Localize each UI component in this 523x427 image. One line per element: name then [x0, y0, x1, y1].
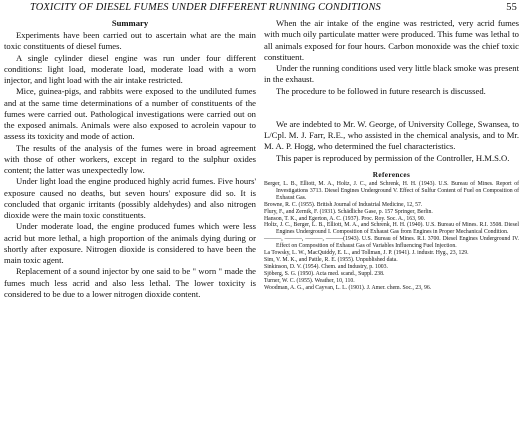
acknowledgements	[264, 119, 519, 164]
summary-paragraph: Experiments have been carried out to ascertain what are the main toxic constituents of diesel fumes.	[4, 30, 256, 52]
summary-paragraph: A single cylinder diesel engine was run under four different conditions: light load, moderate load, moderate load with a worn injector, and light load with the air intake restricted.	[4, 52, 256, 85]
reference-item: Berger, L. B., Elliott, M. A., Holtz, J. C., and Schrenk, H. H. (1943). U.S. Bureau of Mines. Report of Investigations 3713. Diesel Engines Underground V. Effect of Sulfur Content of Fuel on Composition of Exhaust Gas.	[264, 180, 519, 201]
reference-item: Turner, W. C. (1955). Weather, 10, 110.	[264, 278, 355, 285]
summary-paragraph: Under moderate load, the engine produced fumes which were less acrid but more lethal, a high proportion of the animals dying during or shortly after exposure. Nitrogen dioxide is considered to have been the main toxic agent.	[4, 221, 256, 265]
reference-item: La Towsky, L. W., MacQuiddy, E. L., and Tollman, J. P. (1941). J. industr. Hyg., 23, 129.	[264, 250, 469, 257]
reference-item: Browne, R. C. (1955). British Journal of Industrial Medicine, 12, 57.	[264, 201, 423, 208]
page-number: 55	[506, 2, 517, 13]
reference-item: Woodman, A. G., and Cayvan, L. L. (1901). J. Amer. chem. Soc., 23, 96.	[264, 285, 432, 292]
summary-paragraph: Under light load the engine produced highly acrid fumes. Five hours' exposure caused no deaths, but seven hours' exposure did so. It is concluded that organic irritants (possibly aldehydes) and also nitrogen dioxide were the main toxic constituents.	[4, 176, 256, 220]
reference-list	[264, 181, 519, 292]
summary-paragraph: Mice, guinea-pigs, and rabbits were exposed to the undiluted fumes and at the same time determinations of a number of constituents of the fumes were carried out. Pathological investigations were carried out on the exposed animals. Animals were also exposed to acrolein vapour to assess its toxicity and mode of action.	[4, 86, 256, 142]
summary-paragraph: Replacement of a sound injector by one said to be " worn " made the fumes much less acrid and also less lethal. The lower toxicity is considered to be due to a lower nitrogen dioxide content.	[4, 266, 256, 299]
right-column	[264, 18, 519, 292]
reference-item: Sjöberg, S. G. (1950). Acta med. scand., Suppl. 238.	[264, 271, 385, 278]
reference-item: Flury, F., and Zernik, F. (1931). Schädliche Gase, p. 157 Springer, Berlin.	[264, 208, 433, 215]
summary-paragraph: When the air intake of the engine was restricted, very acrid fumes with much oily particulate matter were produced. This fume was lethal to all animals exposed for four hours. Carbon monoxide was the chief toxic constituent.	[264, 18, 519, 62]
reference-item: Holtz, J. C., Berger, L. B., Elliott, M. A., and Schrenk, H. H. (1940). U.S. Bureau of Mines. R.I. 3508. Diesel Engines Underground I. Composition of Exhaust Gas from Engines in Proper Mechanical Condition.	[264, 222, 519, 236]
running-header	[6, 2, 517, 16]
reference-item: Sim, V. M. K., and Pattle, R. E. (1955). Unpublished data.	[264, 257, 398, 264]
summary-paragraph: The results of the analysis of the fumes were in broad agreement with those of other workers, except in regard to the sulphur oxides content; the latter was unexpectedly low.	[4, 142, 256, 175]
left-column	[4, 18, 256, 300]
running-title: TOXICITY OF DIESEL FUMES UNDER DIFFERENT RUNNING CONDITIONS	[30, 2, 381, 13]
acknowledgement-paragraph: We are indebted to Mr. W. George, of University College, Swansea, to L/Cpl. M. J. Farr, R.E., who assisted in the chemical analysis, and to Mr. M. A. P. Hogg, who determined the fuel characteristics.	[264, 118, 519, 152]
acknowledgement-paragraph: This paper is reproduced by permission of the Controller, H.M.S.O.	[276, 152, 510, 163]
summary-heading: Summary	[111, 18, 149, 28]
summary-paragraph: The procedure to be followed in future research is discussed.	[276, 85, 486, 96]
references-heading: References	[372, 170, 411, 179]
reference-item: Sinkinson, D. V. (1954). Chem. and Industry, p. 1003.	[264, 264, 388, 271]
summary-paragraph: Under the running conditions used very little black smoke was present in the exhaust.	[264, 63, 519, 85]
reference-item: ———, ———, ———, ———(1943). U.S. Bureau of Mines. R.I. 3700. Diesel Engines Underground IV. Effect on Composition of Exhaust Gas of Variables Influencing Fuel Injection.	[264, 236, 519, 250]
reference-item: Hanson, T. K., and Egerton, A. C. (1937). Proc. Roy. Soc. A., 163, 90.	[264, 215, 426, 222]
